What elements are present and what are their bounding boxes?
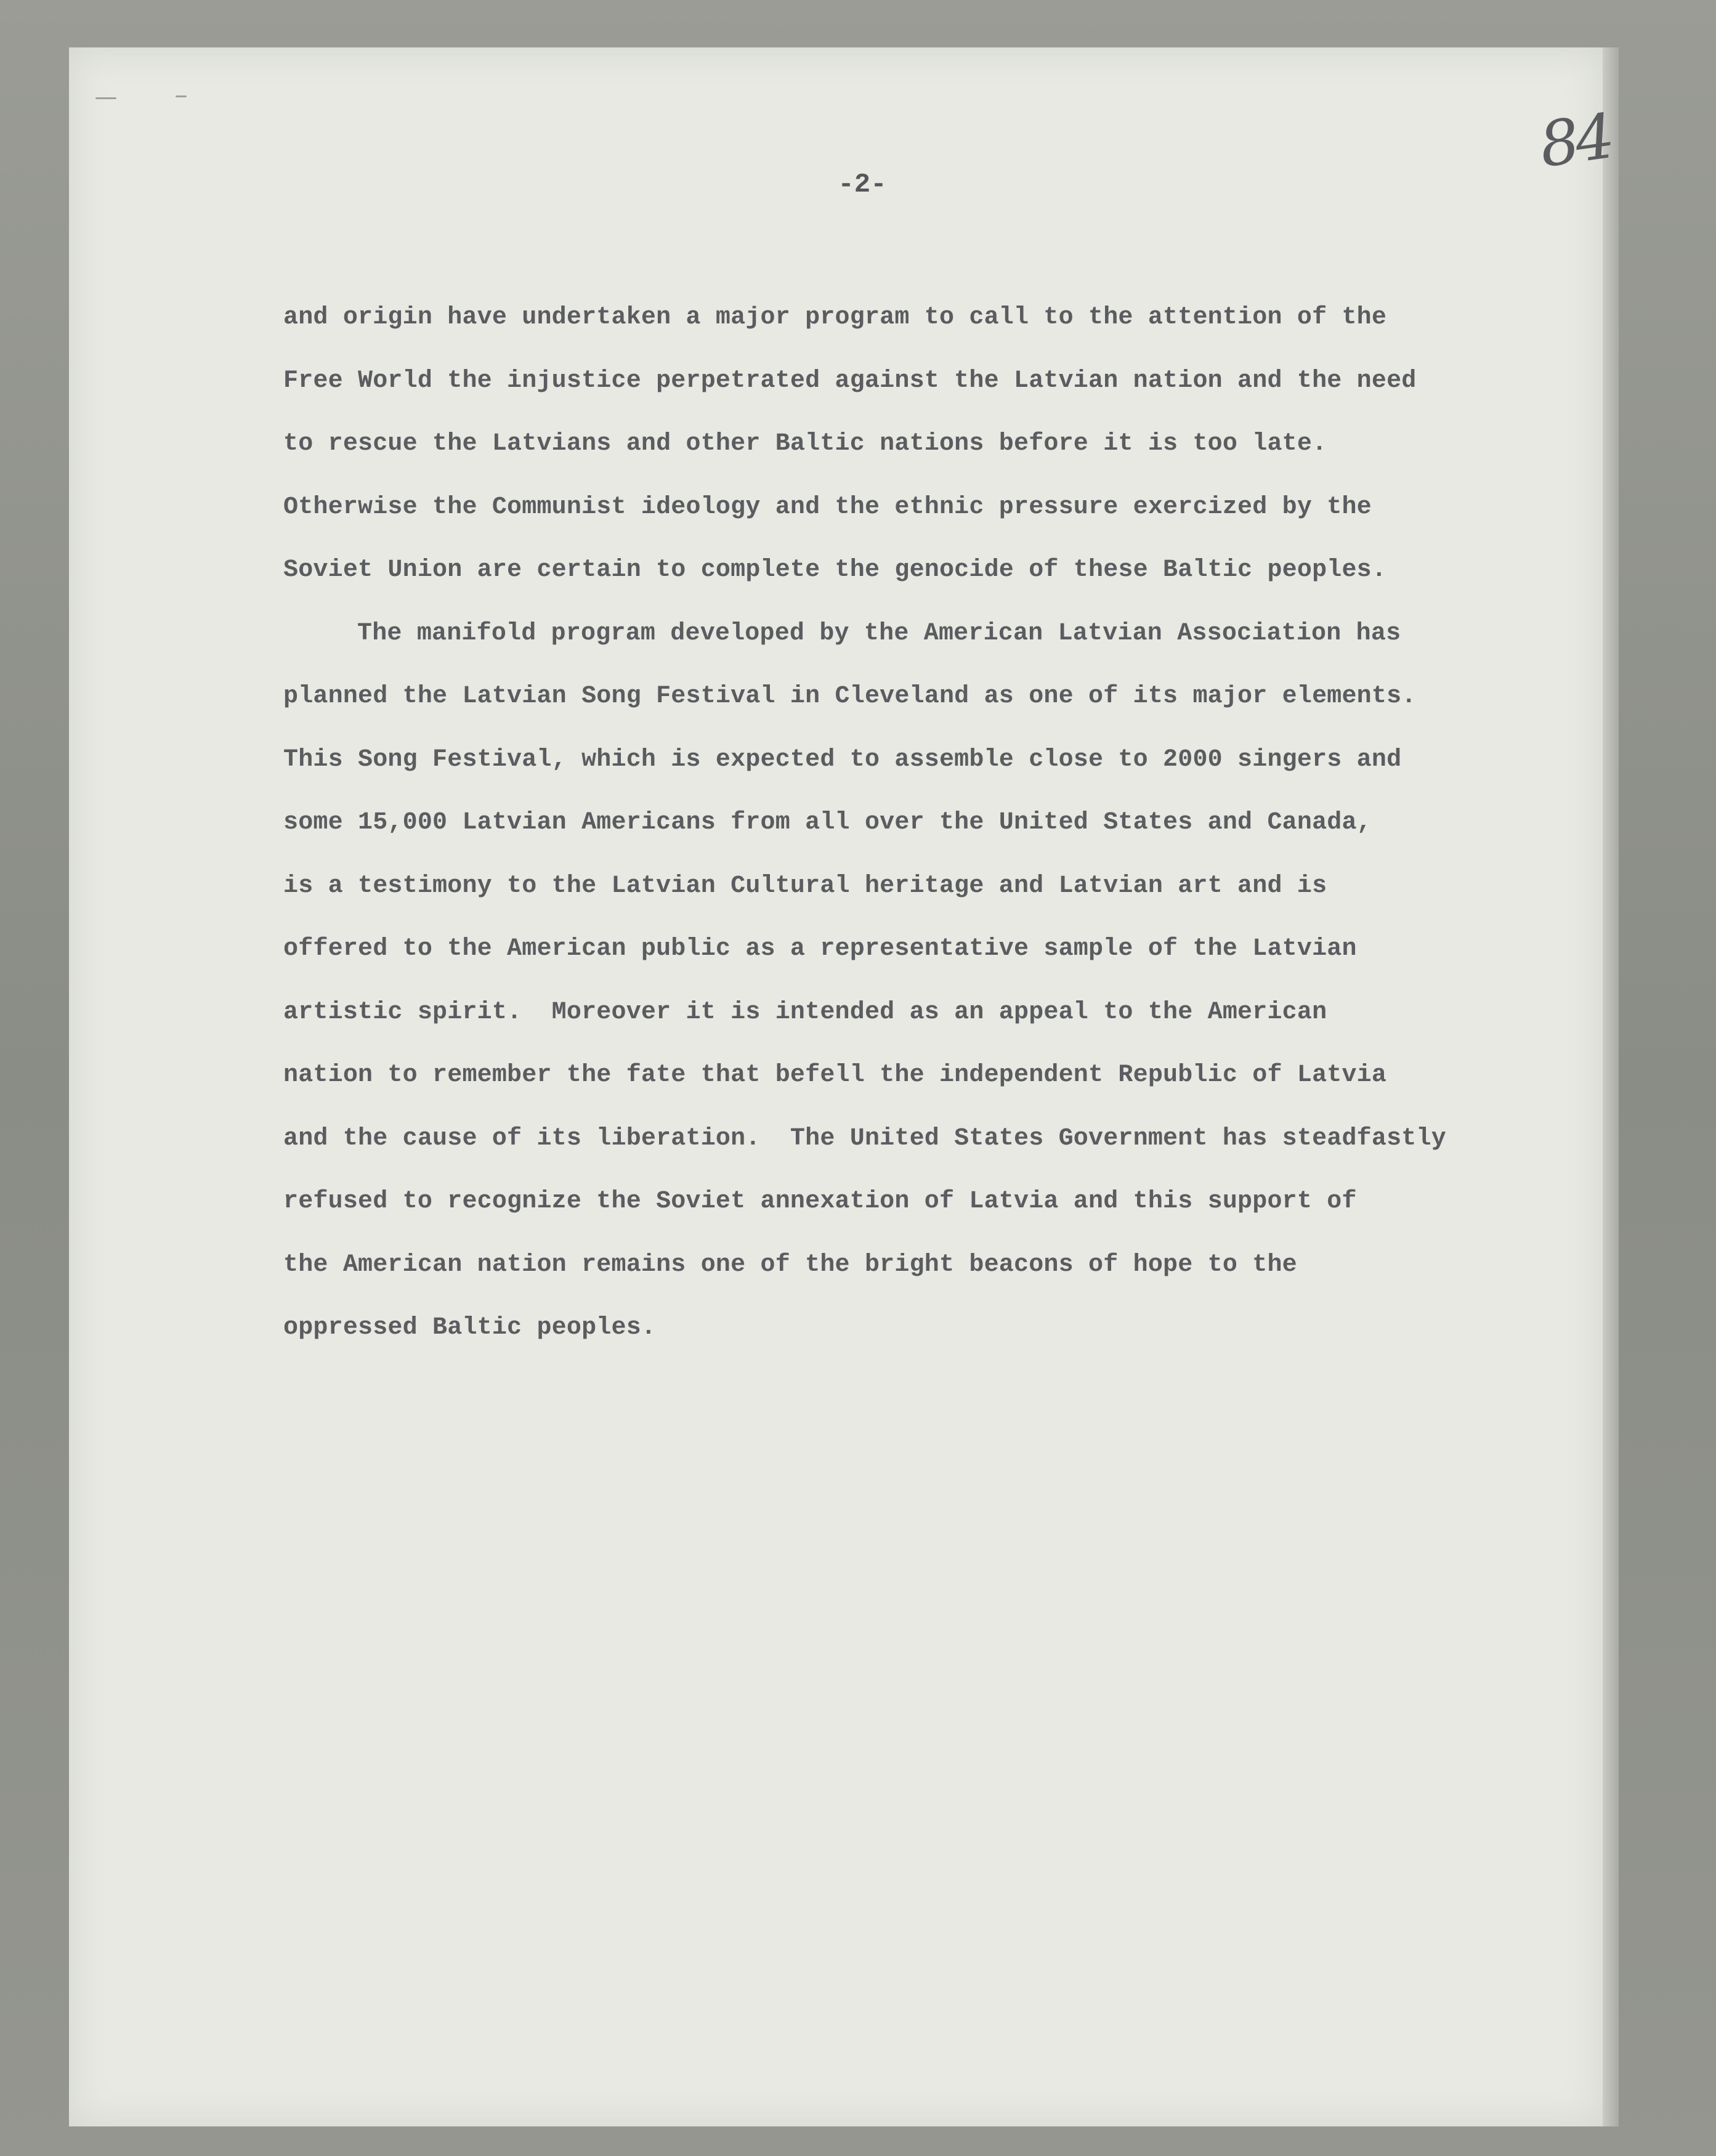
text-line: some 15,000 Latvian Americans from all over the United States and Canada, xyxy=(283,809,1372,837)
text-line: oppressed Baltic peoples. xyxy=(283,1314,657,1342)
text-line: The manifold program developed by the American Latvian Association has xyxy=(357,619,1401,647)
paper-speck xyxy=(176,95,187,97)
text-line: Free World the injustice perpetrated against the Latvian nation and the need xyxy=(283,367,1417,395)
page-number: -2- xyxy=(838,169,887,200)
text-line: is a testimony to the Latvian Cultural heritage and Latvian art and is xyxy=(283,872,1327,900)
text-line: artistic spirit. Moreover it is intended as an appeal to the American xyxy=(283,998,1327,1026)
text-line: and the cause of its liberation. The United States Government has steadfastly xyxy=(283,1124,1446,1153)
text-line: the American nation remains one of the bright beacons of hope to the xyxy=(283,1250,1297,1279)
typed-body-text xyxy=(283,286,1491,1360)
paper-edge xyxy=(1603,47,1619,2126)
text-line: Soviet Union are certain to complete the genocide of these Baltic peoples. xyxy=(283,556,1387,584)
text-line: offered to the American public as a representative sample of the Latvian xyxy=(283,935,1357,963)
text-line: refused to recognize the Soviet annexation of Latvia and this support of xyxy=(283,1188,1357,1215)
text-line: to rescue the Latvians and other Baltic nations before it is too late. xyxy=(283,430,1327,458)
text-line: This Song Festival, which is expected to assemble close to 2000 singers and xyxy=(283,745,1402,774)
text-line: planned the Latvian Song Festival in Cleveland as one of its major elements. xyxy=(283,683,1417,710)
paper-speck xyxy=(95,97,116,99)
handwritten-folio-number: 84 xyxy=(1535,100,1616,182)
text-line: nation to remember the fate that befell the independent Republic of Latvia xyxy=(283,1061,1387,1089)
text-line: Otherwise the Communist ideology and the ethnic pressure exercized by the xyxy=(283,493,1372,521)
text-line: and origin have undertaken a major program to call to the attention of the xyxy=(283,304,1387,331)
